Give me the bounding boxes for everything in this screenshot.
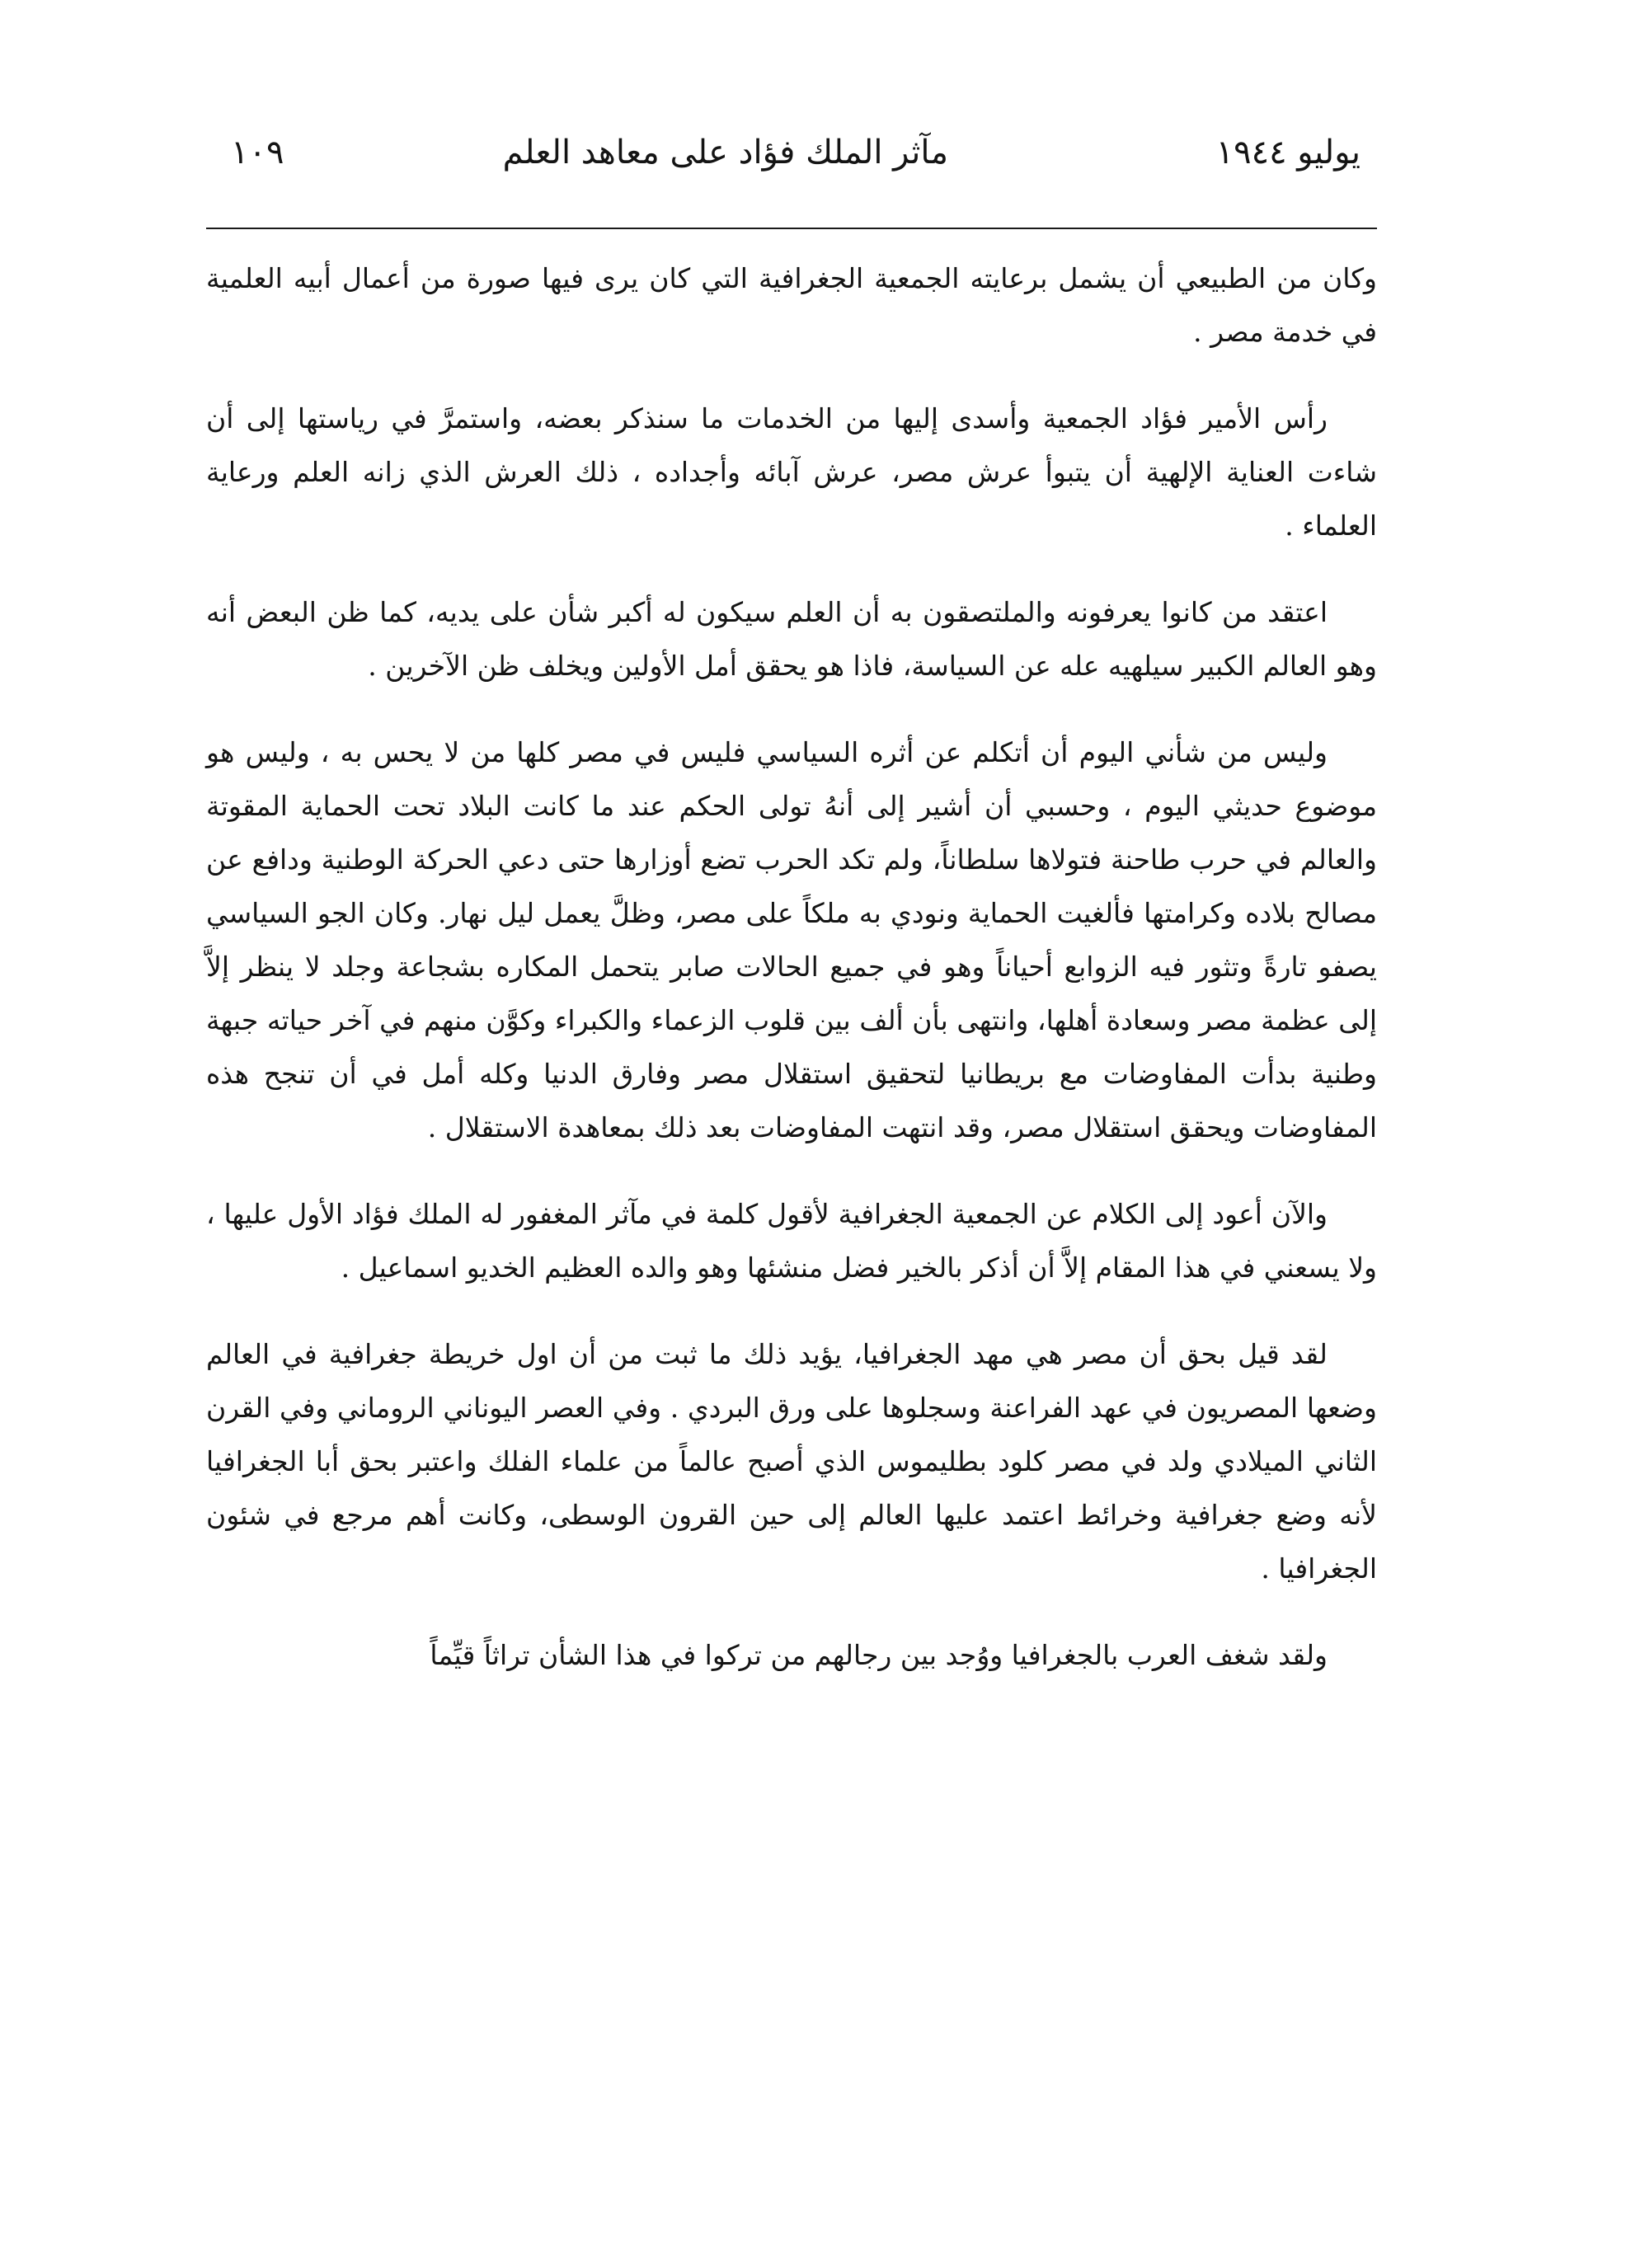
paragraph: لقد قيل بحق أن مصر هي مهد الجغرافيا، يؤيد ذلك ما ثبت من أن اول خريطة جغرافية في العالم وضعها المصريون في عهد الفراعنة وسجلوها على ورق البردي . وفي العصر اليوناني الروماني وفي القرن الثاني الميلادي ولد في مصر كلود بطليموس الذي أصبح عالماً من علماء الفلك واعتبر بحق أبا الجغرافيا لأنه وضع جغرافية وخرائط اعتمد عليها العالم إلى حين القرون الوسطى، وكانت أهم مرجع في شئون الجغرافيا . (206, 1338, 1377, 1585)
paragraph: رأس الأمير فؤاد الجمعية وأسدى إليها من الخدمات ما سنذكر بعضه، واستمرَّ في رياستها إلى أن شاءت العناية الإلهية أن يتبوأ عرش مصر، عرش آبائه وأجداده ، ذلك العرش الذي زانه العلم ورعاية العلماء . (206, 402, 1377, 542)
paragraph: ولقد شغف العرب بالجغرافيا ووُجد بين رجالهم من تركوا في هذا الشأن تراثاً قيِّماً (430, 1639, 1328, 1671)
page-number: ١٠٩ (231, 134, 284, 171)
header-date: يوليو ١٩٤٤ (1215, 134, 1360, 171)
page-header (206, 124, 1377, 181)
paragraph: وكان من الطبيعي أن يشمل برعايته الجمعية الجغرافية التي كان يرى فيها صورة من أعمال أبيه العلمية في خدمة مصر . (206, 262, 1377, 348)
page-body (206, 251, 1377, 1715)
document-page (206, 124, 1377, 2218)
header-title: مآثر الملك فؤاد على معاهد العلم (502, 134, 948, 171)
paragraph: اعتقد من كانوا يعرفونه والملتصقون به أن العلم سيكون له أكبر شأن على يديه، كما ظن البعض أنه وهو العالم الكبير سيلهيه عله عن السياسة، فاذا هو يحقق أمل الأولين ويخلف ظن الآخرين . (206, 596, 1377, 682)
paragraph: والآن أعود إلى الكلام عن الجمعية الجغرافية لأقول كلمة في مآثر المغفور له الملك فؤاد الأول عليها ، ولا يسعني في هذا المقام إلاَّ أن أذكر بالخير فضل منشئها وهو والده العظيم الخديو اسماعيل . (206, 1198, 1377, 1284)
paragraph: وليس من شأني اليوم أن أتكلم عن أثره السياسي فليس في مصر كلها من لا يحس به ، وليس هو موضوع حديثي اليوم ، وحسبي أن أشير إلى أنهُ تولى الحكم عند ما كانت البلاد تحت الحماية المقوتة والعالم في حرب طاحنة فتولاها سلطاناً، ولم تكد الحرب تضع أوزارها حتى دعي الحركة الوطنية ودافع عن مصالح بلاده وكرامتها فألغيت الحماية ونودي به ملكاً على مصر، وظلَّ يعمل ليل نهار. وكان الجو السياسي يصفو تارةً وتثور فيه الزوابع أحياناً وهو في جميع الحالات صابر يتحمل المكاره بشجاعة وجلد لا ينظر إلاَّ إلى عظمة مصر وسعادة أهلها، وانتهى بأن ألف بين قلوب الزعماء والكبراء وكوَّن منهم في آخر حياته جبهة وطنية بدأت المفاوضات مع بريطانيا لتحقيق استقلال مصر وفارق الدنيا وكله أمل في أن تنجح هذه المفاوضات ويحقق استقلال مصر، وقد انتهت المفاوضات بعد ذلك بمعاهدة الاستقلال . (206, 736, 1377, 1143)
header-divider (206, 228, 1377, 229)
